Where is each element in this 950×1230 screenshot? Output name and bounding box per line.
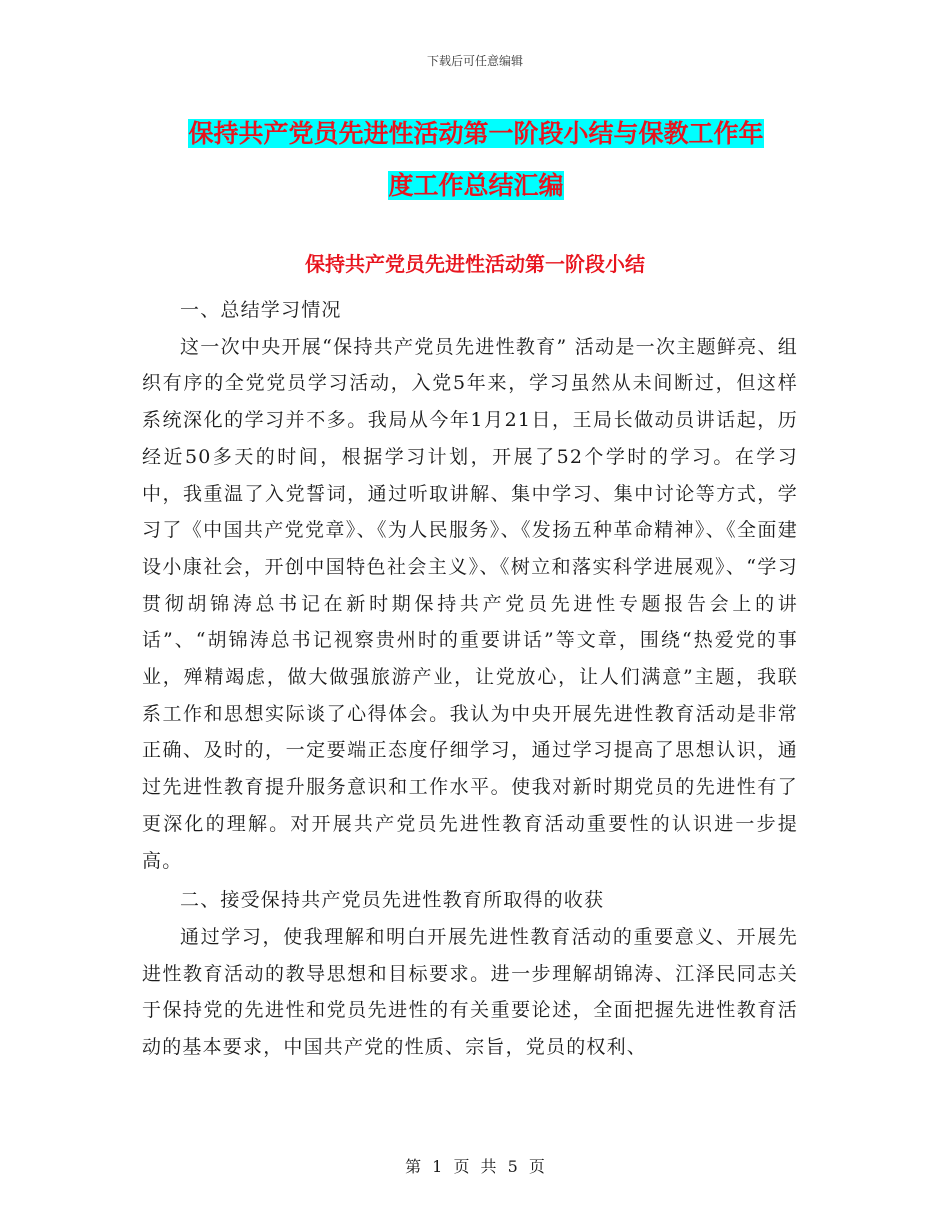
header-note: 下载后可任意编辑 (426, 54, 523, 68)
document-title (142, 108, 810, 212)
page-footer: 第 1 页 共 5 页 (405, 1157, 545, 1176)
document-title-line-2: 度工作总结汇编 (388, 171, 564, 200)
document-title-line-1: 保持共产党员先进性活动第一阶段小结与保教工作年 (188, 119, 764, 148)
paragraph-2: 通过学习，使我理解和明白开展先进性教育活动的重要意义、开展先进性教育活动的教导思想和目标要求。进一步理解胡锦涛、江泽民同志关于保持党的先进性和党员先进性的有关重要论述，全面把握先进性教育活动的基本要求，中国共产党的性质、宗旨，党员的权利、 (142, 925, 798, 1059)
document-body (142, 292, 798, 1066)
heading-2: 二、接受保持共产党员先进性教育所取得的收获 (180, 889, 605, 912)
heading-1: 一、总结学习情况 (180, 299, 342, 321)
paragraph-1: 这一次中央开展“保持共产党员先进性教育” 活动是一次主题鲜亮、组织有序的全党党员学习活动，入党5年来，学习虽然从未间断过，但这样系统深化的学习并不多。我局从今年1月21日，王局长做动员讲话起，历经近50多天的时间，根据学习计划，开展了52个学时的学习。在学习中，我重温了入党誓词，通过听取讲解、集中学习、集中讨论等方式，学习了《中国共产党党章》、《为人民服务》、《发扬五种革命精神》、《全面建设小康社会，开创中国特色社会主义》、《树立和落实科学进展观》、“学习贯彻胡锦涛总书记在新时期保持共产党员先进性专题报告会上的讲话”、“胡锦涛总书记视察贵州时的重要讲话”等文章，围绕“热爱党的事业，殚精竭虑，做大做强旅游产业，让党放心，让人们满意”主题，我联系工作和思想实际谈了心得体会。我认为中央开展先进性教育活动是非常正确、及时的，一定要端正态度仔细学习，通过学习提高了思想认识，通过先进性教育提升服务意识和工作水平。使我对新时期党员的先进性有了更深化的理解。对开展共产党员先进性教育活动重要性的认识进一步提高。 (142, 335, 798, 872)
section-title: 保持共产党员先进性活动第一阶段小结 (305, 252, 645, 276)
